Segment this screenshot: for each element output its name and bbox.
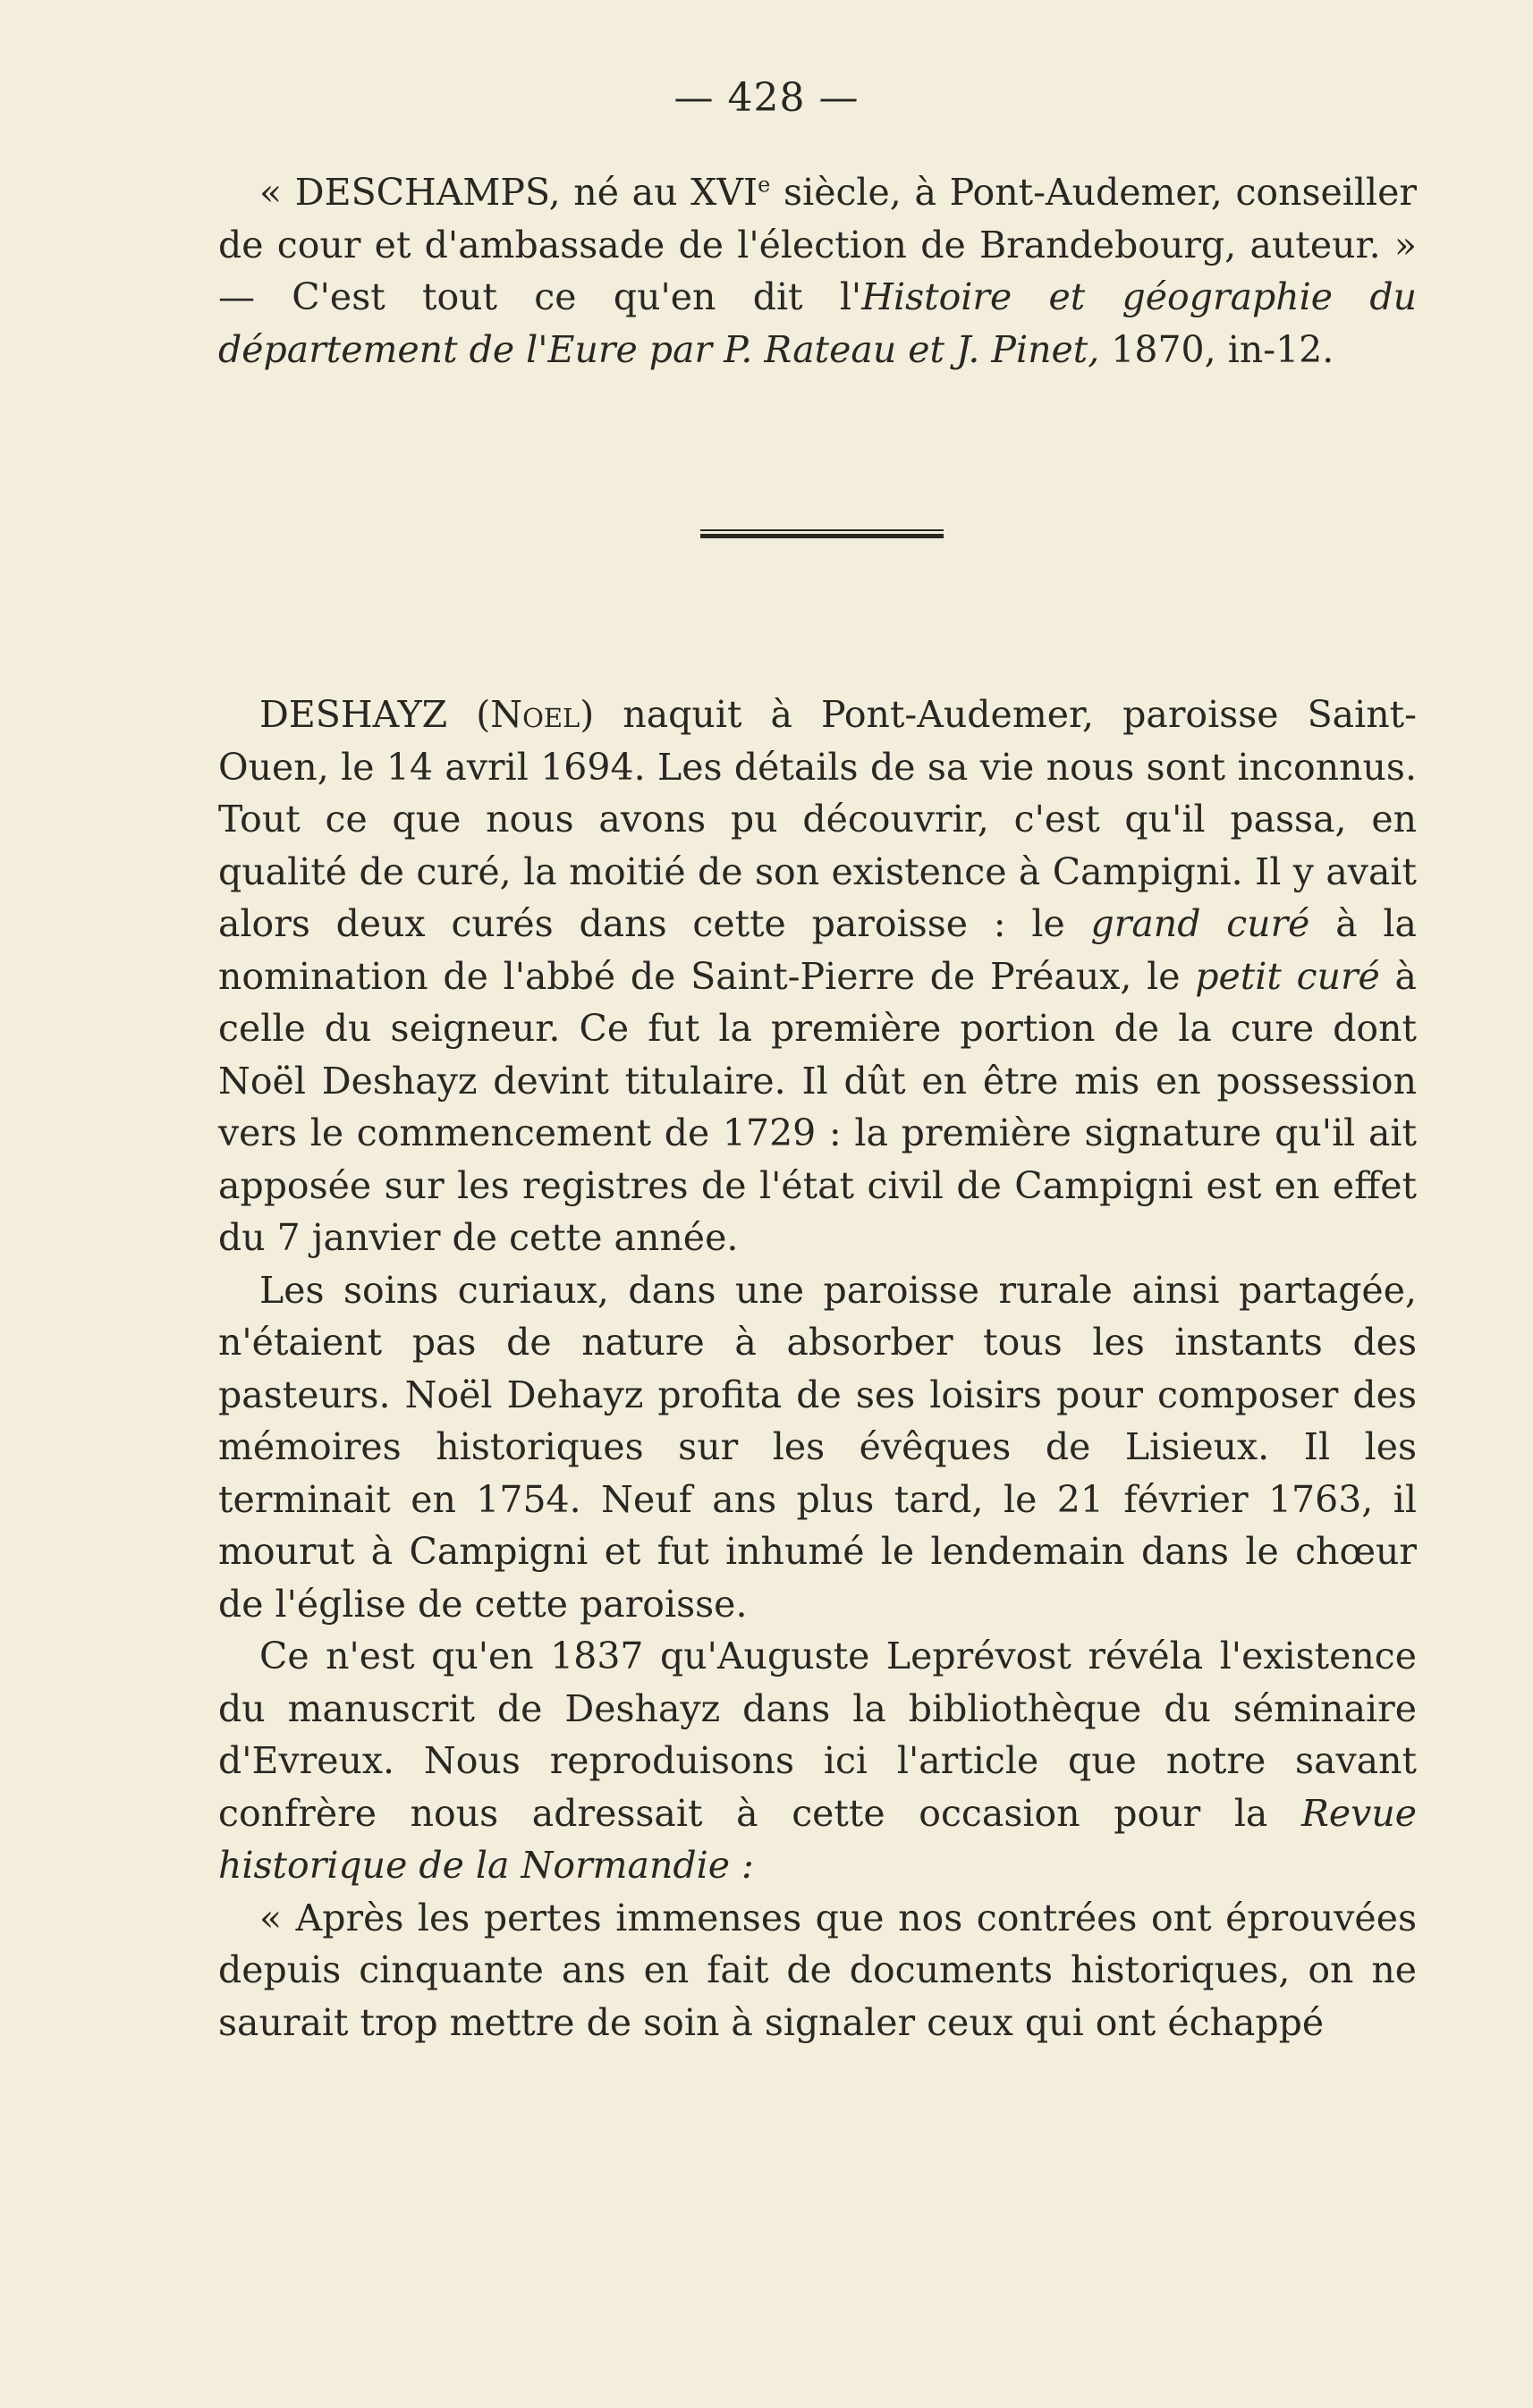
- entry-text: à la nomination de l'abbé de Saint-Pierre de Préaux, le: [218, 902, 1417, 998]
- superscript: e: [758, 172, 771, 198]
- italic-term: petit curé: [1195, 954, 1380, 998]
- journal-title: Revue historique de la Normandie :: [218, 1791, 1417, 1887]
- open-quote: «: [259, 171, 295, 214]
- entry-name-deschamps: DESCHAMPS: [294, 171, 549, 214]
- deshayz-paragraph-3: [218, 1630, 1417, 1892]
- book-title: Histoire et géographie du département de l'Eure par P. Rateau et J. Pinet,: [218, 275, 1417, 371]
- entry-text: naquit à Pont-Audemer, paroisse Saint-Ouen, le 14 avril 1694. Les détails de sa vie nous sont inconnus. Tout ce que nous avons pu découvrir, c'est qu'il passa, en qualité de curé, la moitié de son existence à Campigni. Il y avait alors deux curés dans cette paroisse : le: [218, 693, 1417, 945]
- section-divider: [700, 529, 944, 540]
- entry-text: à celle du seigneur. Ce fut la première portion de la cure dont Noël Deshayz devint titulaire. Il dût en être mis en possession vers le commencement de 1729 : la première signature qu'il ait apposée sur les registres de l'état civil de Campigni est en effet du 7 janvier de cette année.: [218, 954, 1417, 1259]
- entry-text: siècle, à Pont-Audemer, conseiller de cour et d'ambassade de l'élection de Brandebourg, auteur. » — C'est tout ce qu'en dit l': [218, 171, 1417, 318]
- deschamps-paragraph: [218, 166, 1417, 376]
- entry-text: , né au XVI: [548, 171, 758, 214]
- page-number: — 428 —: [673, 75, 860, 121]
- deshayz-paragraph-4: « Après les pertes immenses que nos contrées ont éprouvées depuis cinquante ans en fait de documents historiques, on ne saurait trop mettre de soin à signaler ceux qui ont échappé: [218, 1896, 1417, 2044]
- entry-text: Ce n'est qu'en 1837 qu'Auguste Leprévost révéla l'existence du manuscrit de Deshayz dans la bibliothèque du séminaire d'Evreux. Nous reproduisons ici l'article que notre savant confrère nous adressait à cette occasion pour la: [218, 1635, 1417, 1835]
- deshayz-entry: [218, 689, 1417, 2049]
- italic-term: grand curé: [1090, 902, 1310, 945]
- deshayz-paragraph-2: Les soins curiaux, dans une paroisse rurale ainsi partagée, n'étaient pas de nature à absorber tous les instants des pasteurs. Noël Dehayz profita de ses loisirs pour composer des mémoires historiques sur les évêques de Lisieux. Il les terminait en 1754. Neuf ans plus tard, le 21 février 1763, il mourut à Campigni et fut inhumé le lendemain dans le chœur de l'église de cette paroisse.: [218, 1268, 1417, 1626]
- deschamps-entry: [218, 166, 1417, 376]
- given-name: (Noel): [476, 693, 595, 736]
- deshayz-paragraph-1: [218, 689, 1417, 1264]
- entry-name-deshayz: DESHAYZ: [259, 693, 448, 736]
- entry-text: 1870, in-12.: [1099, 327, 1334, 371]
